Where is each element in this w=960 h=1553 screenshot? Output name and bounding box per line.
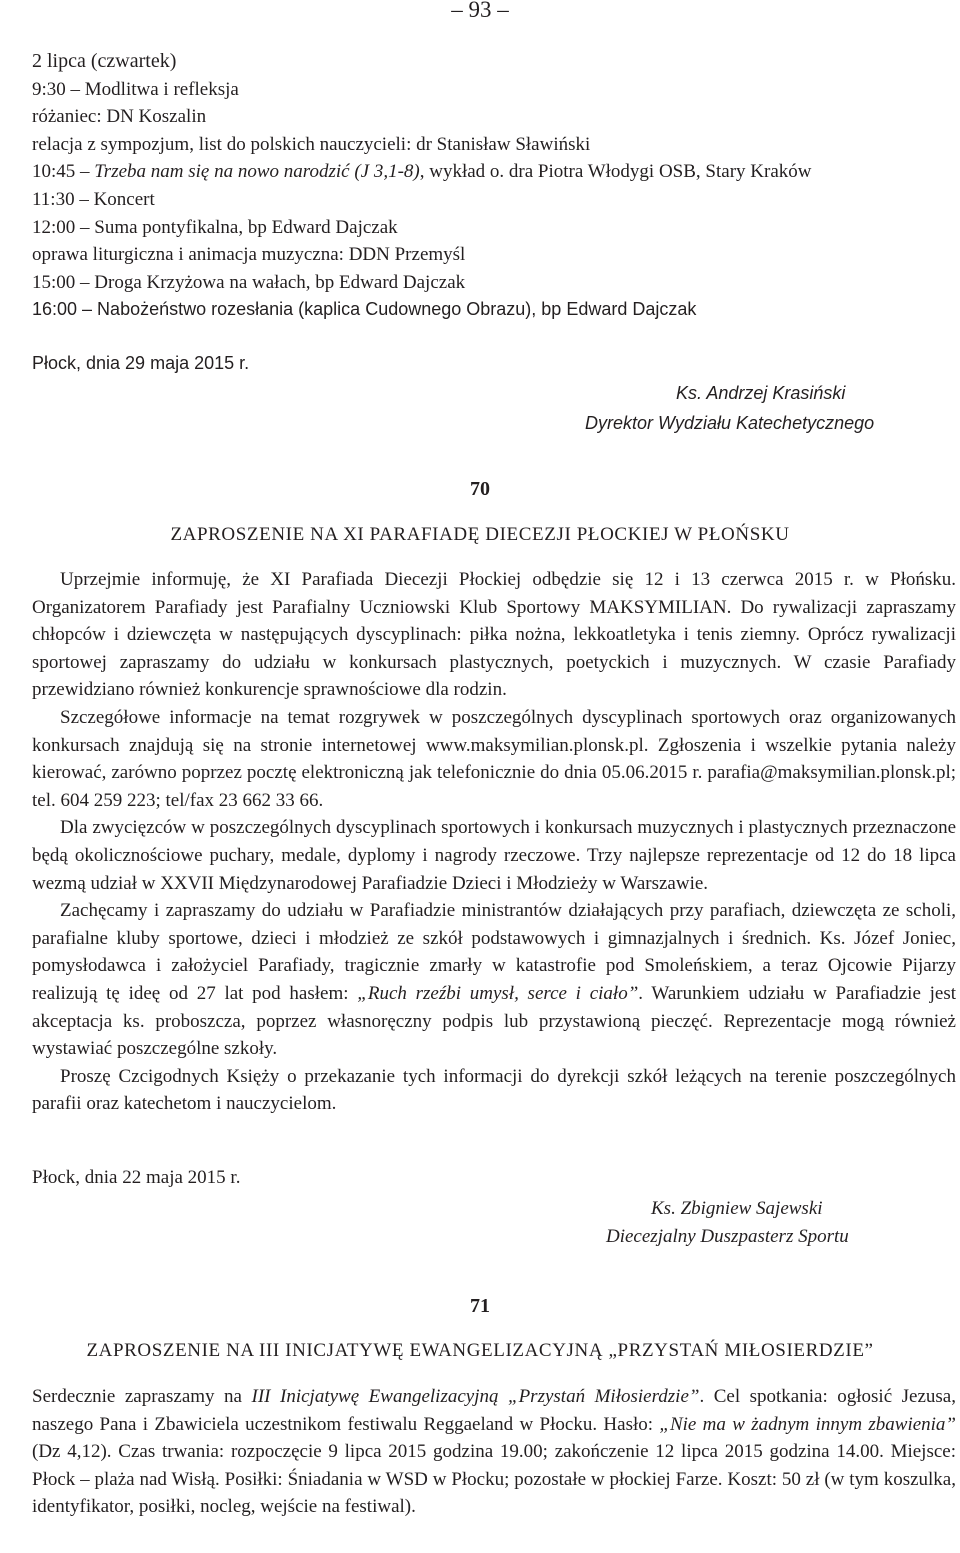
schedule-line: oprawa liturgiczna i animacja muzyczna: DDN Przemyśl [32,244,466,266]
motto-quote: „Ruch rzeźbi umysł, serce i ciało” [357,982,639,1004]
section-title: ZAPROSZENIE NA III INICJATYWĘ EWANGELIZACYJNĄ „PRZYSTAŃ MIŁOSIERDZIE” [86,1340,874,1361]
schedule-line [32,158,960,186]
motto-quote: „Nie ma w żadnym innym zbawienia” [659,1413,956,1435]
paragraph-text: (Dz 4,12). Czas trwania: rozpoczęcie 9 lipca 2015 godzina 19.00; zakończenie 12 lipca 2015 godzina 14.00. Miejsce: Płock – plaża nad Wisłą. Posiłki: Śniadania w WSD w Płocku; pozostałe w płockiej Farze. Koszt: 50 zł (w tym koszulka, identyfikator, posiłki, nocleg, wejście na festiwal). [32,1441,956,1518]
schedule-line: 11:30 – Koncert [32,188,155,210]
lecture-title: Trzeba nam się na nowo narodzić (J 3,1-8) [94,161,420,183]
schedule-line: różaniec: DN Koszalin [32,106,207,128]
schedule-block [32,48,960,324]
signature-name: Ks. Zbigniew Sajewski [651,1198,823,1219]
paragraph-text: Zachęcamy i zapraszamy do udziału w Parafiadzie ministrantów działających przy parafiach, dziewczęta ze scholi, parafialne kluby sportowe, dzieci i młodzież ze szkół podstawowych i gimnazjalnych i średnich. Ks. Józef Joniec, pomysłodawca i założyciel Parafiady, tragicznie zmarły w katastrofie pod Smoleńskiem, a teraz Ojcowie Pijarzy realizują tę ideę od 27 lat pod hasłem: [32,900,956,1004]
paragraph: Szczegółowe informacje na temat rozgrywek w poszczególnych dyscyplinach sportowych oraz organizowanych konkursach znajdują się na stronie internetowej www.maksymilian.plonsk.pl. Zgłoszenia i wszelkie pytania należy kierować, zarówno poprzez pocztę elektroniczną jak telefonicznie do dnia 05.06.2015 r. parafia@maksymilian.plonsk.pl; tel. 604 259 223; tel/fax 23 662 33 66. [32,706,956,811]
section-title: ZAPROSZENIE NA XI PARAFIADĘ DIECEZJI PŁOCKIEJ W PŁOŃSKU [170,524,790,545]
event-name: III Inicjatywę Ewangelizacyjną „Przystań Miłosierdzie” [251,1386,700,1407]
paragraph-text: . Warunkiem udziału w Parafiadzie jest akceptacja ks. proboszcza, poprzez własnoręczny podpis lub przystawioną pieczęć. Reprezentacje mogą również wystawiać poszczególne szkoły. [32,982,957,1060]
schedule-time: 10:45 – [32,161,95,183]
paragraph: Dla zwycięzców w poszczególnych dyscyplinach sportowych i konkursach muzycznych i plastycznych przeznaczone będą okolicznościowe puchary, medale, dyplomy i nagrody rzeczowe. Trzy najlepsze reprezentacje od 12 do 18 lipca wezmą udział w XXVII Międzynarodowej Parafiadzie Dzieci i Młodzieży w Warszawie. [32,817,956,894]
place-date: Płock, dnia 29 maja 2015 r. [32,353,250,373]
paragraph [32,897,956,1063]
paragraph-text: . Cel spotkania: ogłosić Jezusa, naszego Pana i Zbawiciela uczestnikom festiwalu Reggaeland w Płocku. Hasło: [32,1386,956,1435]
section-body [32,566,956,1118]
day-title: 2 lipca (czwartek) [32,50,177,72]
signature-title: Dyrektor Wydziału Katechetycznego [585,413,875,433]
section-number: 70 [470,478,490,500]
lecture-details: , wykład o. dra Piotra Włodygi OSB, Stary Kraków [419,161,812,183]
signature-name: Ks. Andrzej Krasiński [676,383,846,403]
paragraph: Proszę Czcigodnych Księży o przekazanie tych informacji do dyrekcji szkół leżących na terenie poszczególnych parafii oraz katechetom i nauczycielom. [32,1065,956,1115]
paragraph-text: Serdecznie zapraszamy na [32,1386,252,1407]
schedule-line: 9:30 – Modlitwa i refleksja [32,78,239,100]
signature-title: Diecezjalny Duszpasterz Sportu [606,1226,849,1247]
schedule-line: 12:00 – Suma pontyfikalna, bp Edward Dajczak [32,216,398,238]
section-body [32,1383,956,1521]
paragraph [32,1383,956,1521]
section-number: 71 [470,1295,490,1317]
schedule-line: 16:00 – Nabożeństwo rozesłania (kaplica Cudownego Obrazu), bp Edward Dajczak [32,299,697,320]
schedule-line: 15:00 – Droga Krzyżowa na wałach, bp Edward Dajczak [32,271,466,293]
schedule-line: relacja z sympozjum, list do polskich nauczycieli: dr Stanisław Sławiński [32,133,591,155]
paragraph: Uprzejmie informuję, że XI Parafiada Diecezji Płockiej odbędzie się 12 i 13 czerwca 2015 r. w Płońsku. Organizatorem Parafiady jest Parafialny Uczniowski Klub Sportowy MAKSYMILIAN. Do rywalizacji zapraszamy chłopców i dziewczęta w następujących dyscyplinach: piłka nożna, lekkoatletyka i tenis ziemny. Oprócz rywalizacji sportowej zapraszamy do udziału w konkursach plastycznych, poetyckich i muzycznych. W czasie Parafiady przewidziano również konkurencje sprawnościowe dla rodzin. [32,569,956,701]
page-number: – 93 – [451,0,509,22]
place-date: Płock, dnia 22 maja 2015 r. [32,1167,241,1188]
